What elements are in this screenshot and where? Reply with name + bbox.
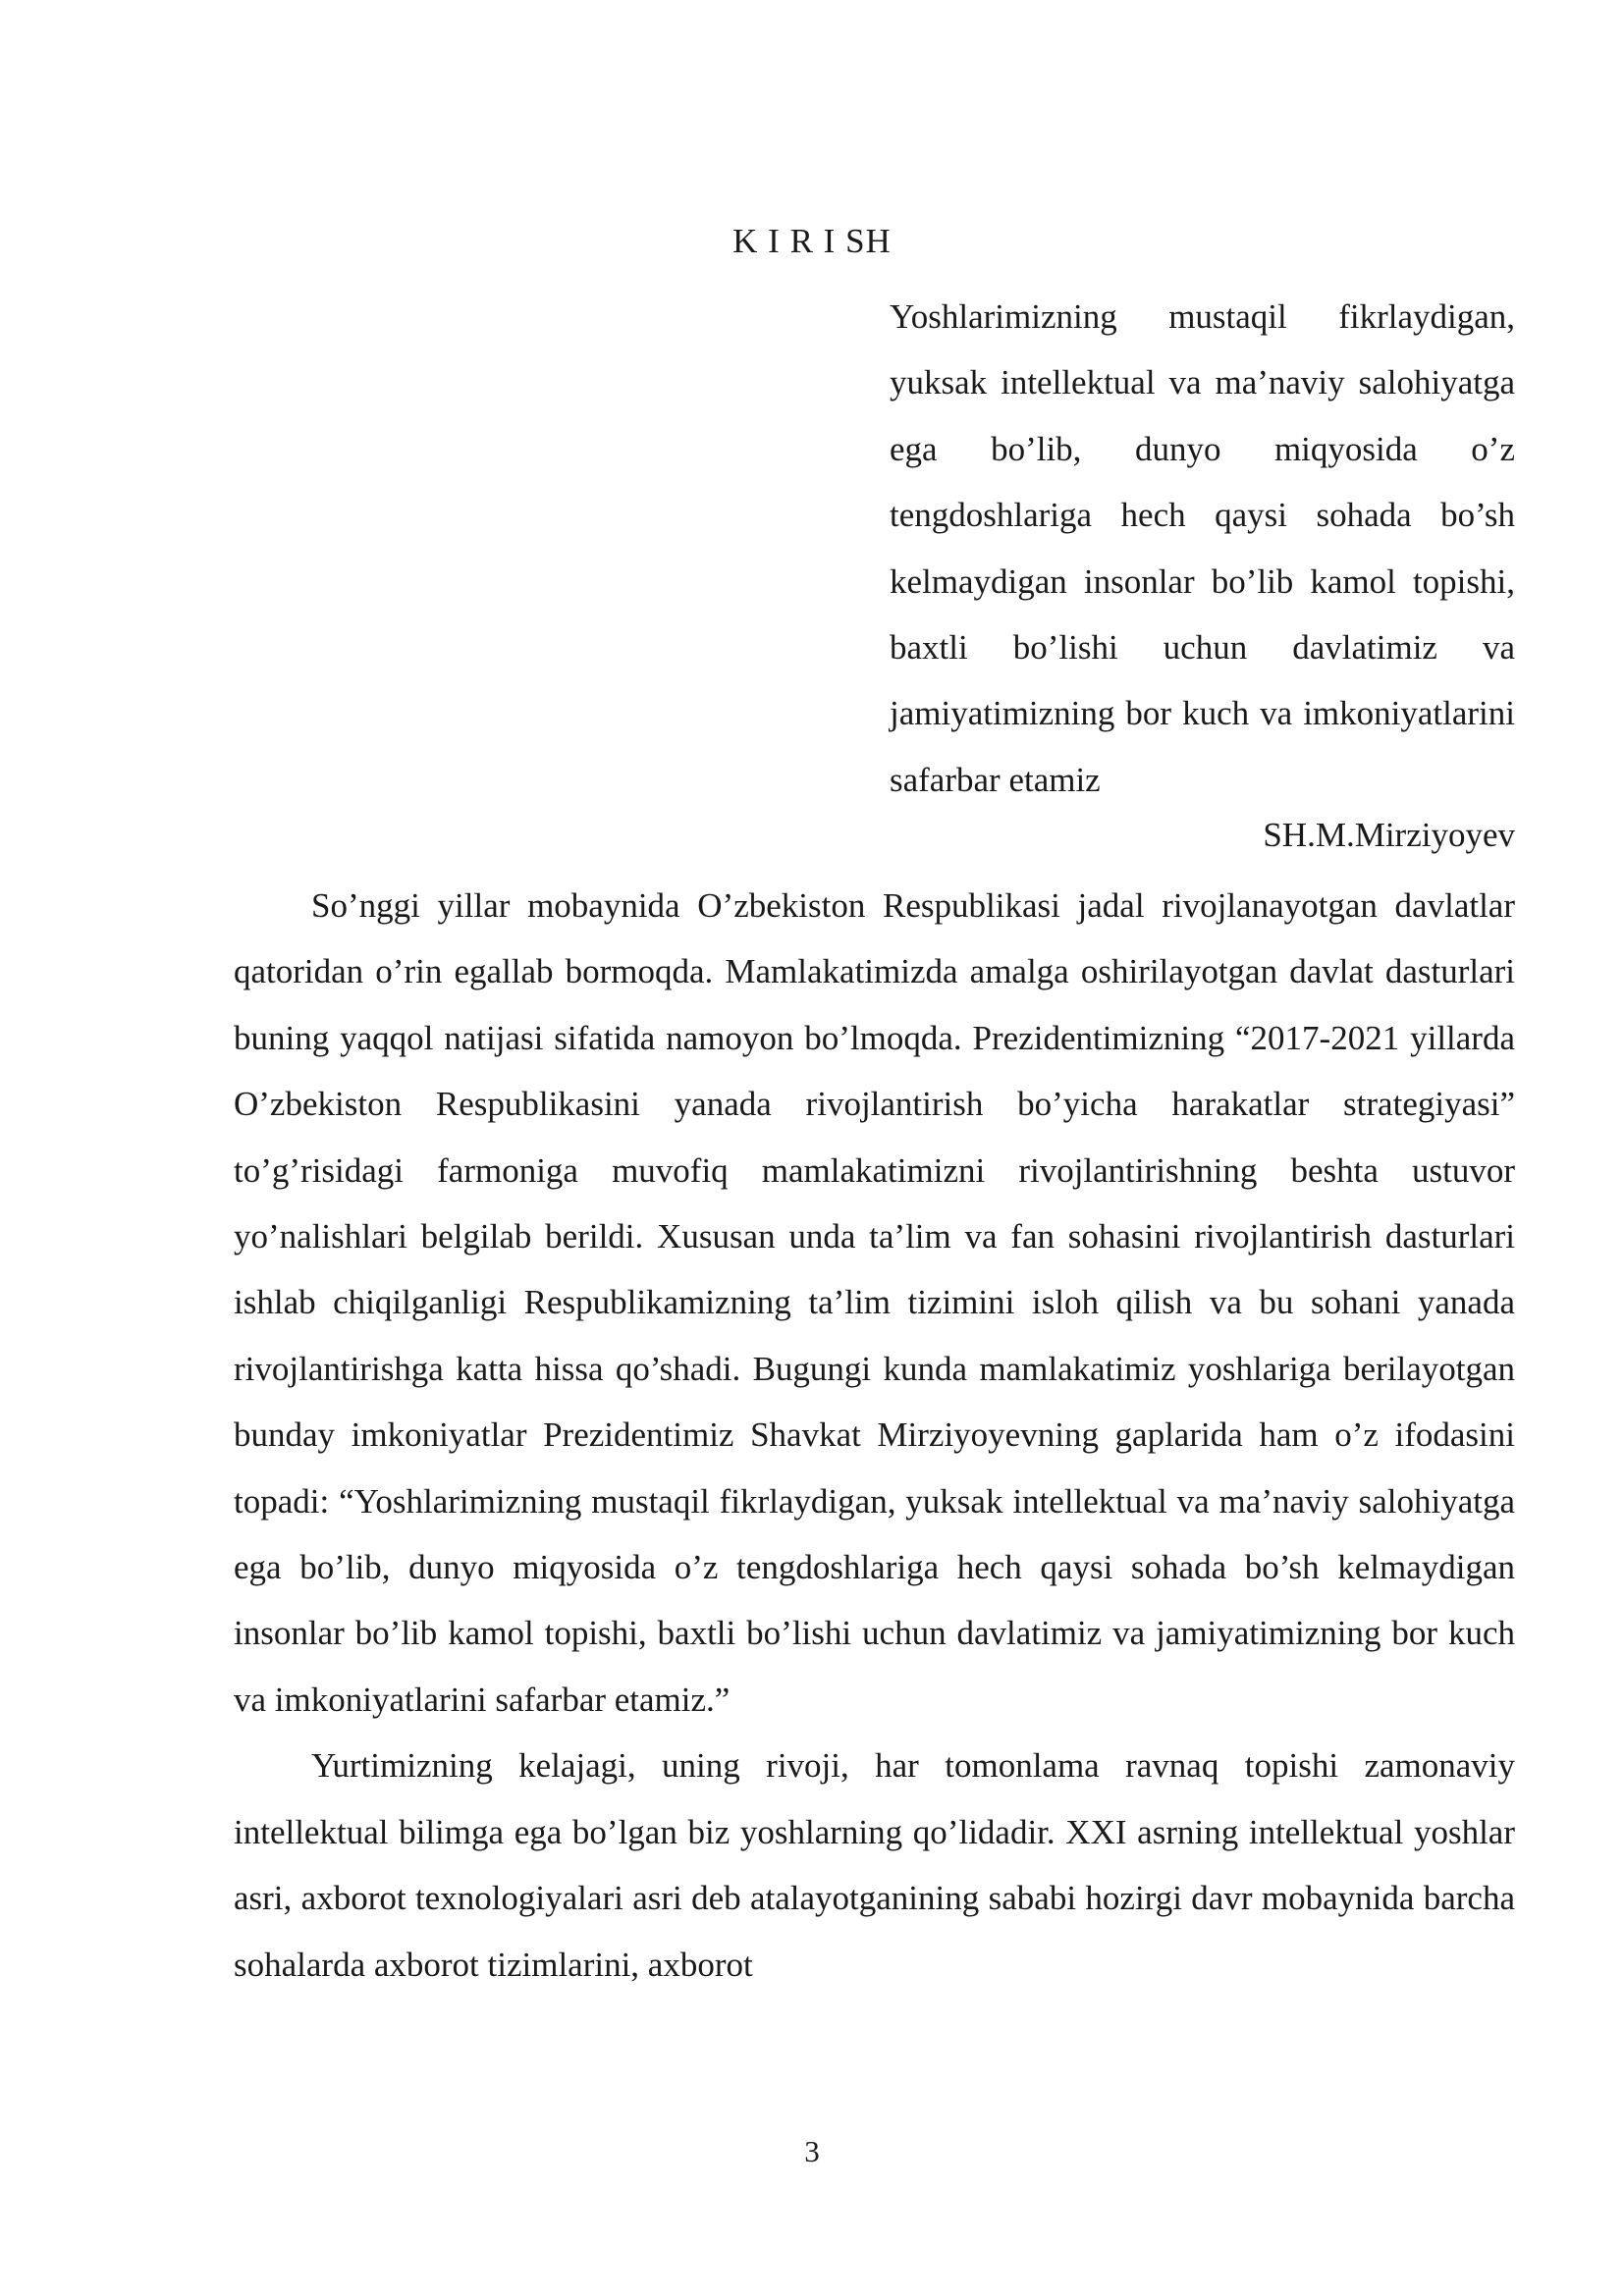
body-text xyxy=(234,873,1515,1998)
epigraph-quote: Yoshlarimizning mustaqil fikrlaydigan, yuksak intellektual va ma’naviy salohiyatga ega bo’lib, dunyo miqyosida o’z tengdoshlariga hech qaysi sohada bo’sh kelmaydigan insonlar bo’lib kamol topishi, baxtli bo’lishi uchun davlatimiz va jamiyatimizning bor kuch va imkoniyatlarini safarbar etamiz xyxy=(890,297,1515,799)
epigraph-author: SH.M.Mirziyoyev xyxy=(1263,816,1515,854)
paragraph-2: Yurtimizning kelajagi, uning rivoji, har tomonlama ravnaq topishi zamonaviy intellektual bilimga ega bo’lgan biz yoshlarning qo’lidadir. XXI asrning intellektual yoshlar asri, axborot texnologiyalari asri deb atalayotganining sababi hozirgi davr mobaynida barcha sohalarda axborot tizimlarini, axborot xyxy=(234,1746,1515,1984)
section-title: K I R I SH xyxy=(732,222,892,260)
paragraph-1: So’nggi yillar mobaynida O’zbekiston Respublikasi jadal rivojlanayotgan davlatlar qatoridan o’rin egallab bormoqda. Mamlakatimizda amalga oshirilayotgan davlat dasturlari buning yaqqol natijasi sifatida namoyon bo’lmoqda. Prezidentimizning “2017-2021 yillarda O’zbekiston Respublikasini yanada rivojlantirish bo’yicha harakatlar strategiyasi” to’g’risidagi farmoniga muvofiq mamlakatimizni rivojlantirishning beshta ustuvor yo’nalishlari belgilab berildi. Xususan unda ta’lim va fan sohasini rivojlantirish dasturlari ishlab chiqilganligi Respublikamizning ta’lim tizimini isloh qilish va bu sohani yanada rivojlantirishga katta hissa qo’shadi. Bugungi kunda mamlakatimiz yoshlariga berilayotgan bunday imkoniyatlar Prezidentimiz Shavkat Mirziyoyevning gaplarida ham o’z ifodasini topadi: “Yoshlarimizning mustaqil fikrlaydigan, yuksak intellektual va ma’naviy salohiyatga ega bo’lib, dunyo miqyosida o’z tengdoshlariga hech qaysi sohada bo’sh kelmaydigan insonlar bo’lib kamol topishi, baxtli bo’lishi uchun davlatimiz va jamiyatimizning bor kuch va imkoniyatlarini safarbar etamiz.” xyxy=(234,886,1515,1719)
page-number: 3 xyxy=(804,2134,820,2168)
